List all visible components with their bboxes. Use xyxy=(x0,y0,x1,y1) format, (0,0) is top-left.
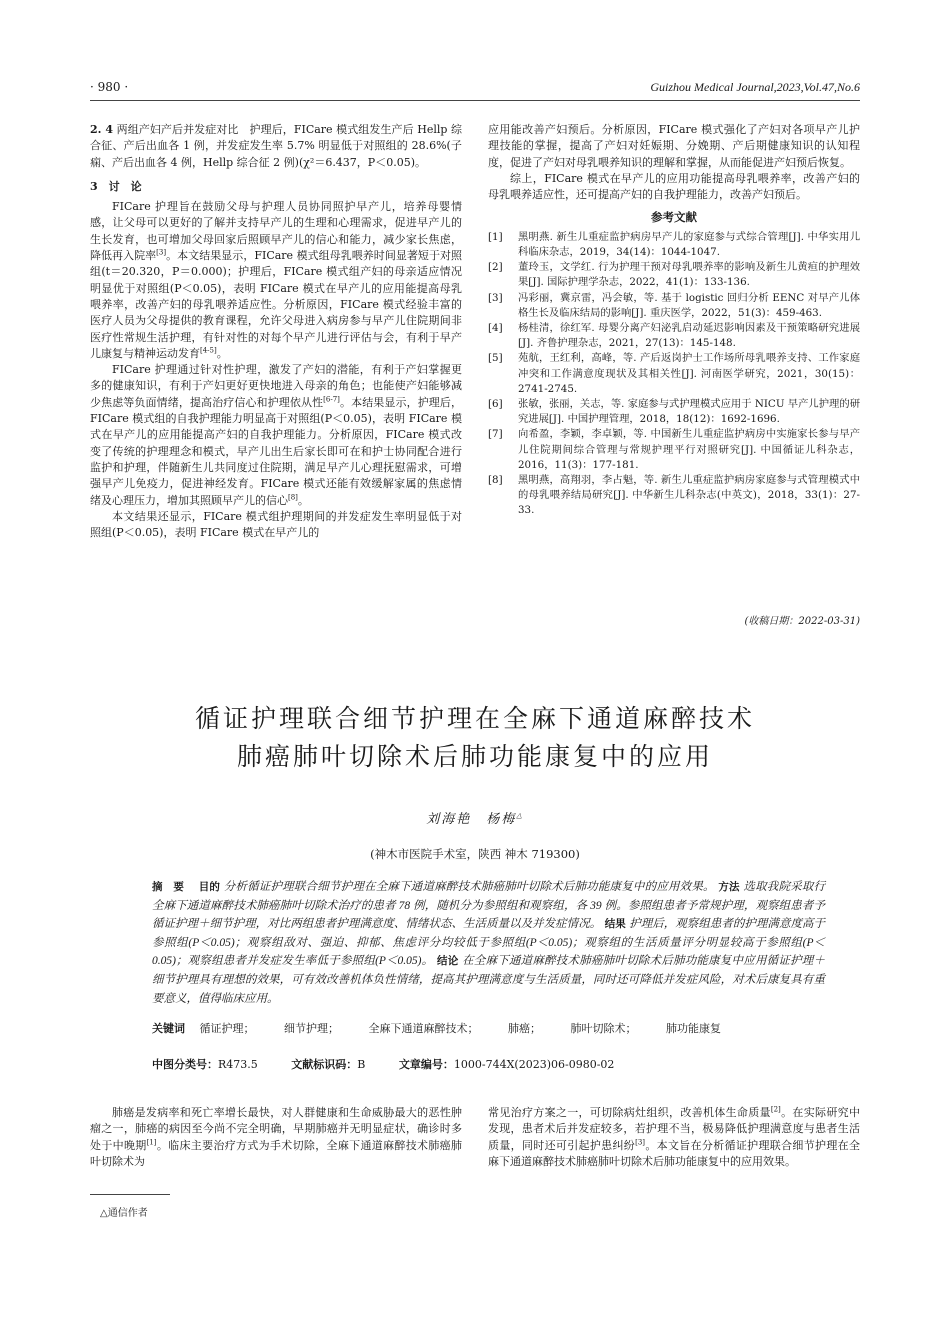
text: FICare 护理通过针对性护理，激发了产妇的潜能，有利于产妇掌握更多的健康知识，有利于产妇更好更快地进入母亲的角色；也能使产妇能够减少焦虑等负面情绪，提高治疗信心和护理依从性 xyxy=(90,363,462,409)
reference-number: [8] xyxy=(488,474,503,487)
article-number xyxy=(399,1056,615,1072)
reference-text: 黑明燕，高翔羽，李占魁，等. 新生儿重症监护病房家庭参与式管理模式中的母乳喂养结局研究[J]. 中华新生儿科杂志(中英文)，2018，33(1)：27-33. xyxy=(518,474,860,517)
keyword: 细节护理； xyxy=(284,1022,339,1035)
abstract xyxy=(152,878,825,1008)
keyword: 肺叶切除术； xyxy=(570,1022,637,1035)
methods-label: 方法 xyxy=(718,881,740,893)
value: 1000-744X(2023)06-0980-02 xyxy=(453,1058,615,1071)
text: 。本文结果显示，FICare 模式组母乳喂养时间显著短于对照组(t＝20.320，P＝0.000)；护理后，FICare 模式组产妇的母亲适应情况明显优于对照组(P＜0.05)，表明 FICare 模式在早产儿的应用能提高母乳喂养率，改善产妇的母乳喂养适应性。分析原因，FICare 模式经验丰富的医疗人员为父母提供的教育课程，允许父母进入病房参与早产儿住院期间非医疗性常规生活护理，有针对性的对每个早产儿进行评估与会，有利于早产儿康复与精神运动发育 xyxy=(90,249,462,360)
citation: [1] xyxy=(146,1137,157,1146)
results-label: 结果 xyxy=(604,918,626,931)
citation: [4-5] xyxy=(200,346,217,355)
affiliation: (神木市医院手术室，陕西 神木 719300) xyxy=(370,847,580,861)
reference-text: 杨桂清，徐红军. 母婴分离产妇泌乳启动延迟影响因素及干预策略研究进展[J]. 齐鲁护理杂志，2021，27(13)：145-148. xyxy=(518,322,860,350)
conclusion-text: 在全麻下通道麻醉技术肺癌肺叶切除术后肺功能康复中应用循证护理＋细节护理具有理想的效果，可有效改善机体负性情绪，提高其护理满意度与生活质量，同时还可降低并发症风险，对术后康复具有重要意义，值得临床应用。 xyxy=(152,955,826,1005)
text: FICare 护理旨在鼓励父母与护理人员协同照护早产儿，培养母婴情感，让父母可以更好的了解并支持早产儿的生理和心理需求，促进早产儿的生长发育，也可增加父母回家后照顾早产儿的信心和能力，减少家长焦虑，降低再入院率 xyxy=(90,200,462,263)
intro-paragraph-continued xyxy=(488,1105,860,1170)
author-names: 刘海艳 杨梅 xyxy=(426,811,517,826)
section-text: 两组产妇产后并发症对比 护理后，FICare 模式组发生产后 Hellp 综合征、产后出血各 1 例，并发症发生率 5.7% 明显低于对照组的 28.6%(子痫、产后出血各 4 例，Hellp 综合征 2 例)(χ²＝6.437，P＜0.05)。 xyxy=(90,123,463,169)
label: 文章编号： xyxy=(398,1058,454,1071)
reference-text: 苑航，王红利，高峰，等. 产后返岗护士工作场所母乳喂养支持、工作家庭冲突和工作满意度现状及其相关性[J]. 河南医学研究，2021，30(15)：2741-2745. xyxy=(518,352,860,395)
text: 。在实际研究中发现，患者术后并发症较多，若护理不当，极易降低护理满意度与患者生活质量，同时还可引起护患纠纷 xyxy=(488,1106,861,1152)
reference-item xyxy=(488,291,860,321)
footnote-rule xyxy=(90,1194,170,1195)
label: 中图分类号： xyxy=(152,1058,218,1071)
article-title xyxy=(90,700,860,776)
citation: [6-7] xyxy=(323,395,340,404)
reference-number: [4] xyxy=(488,322,503,334)
value: B xyxy=(357,1058,366,1071)
reference-number: [3] xyxy=(488,291,503,304)
page-number: · 980 · xyxy=(90,80,129,94)
document-code xyxy=(291,1056,365,1072)
intro-paragraph xyxy=(90,1105,462,1170)
objective-text: 分析循证护理联合细节护理在全麻下通道麻醉技术肺癌肺叶切除术后肺功能康复中的应用效果。 xyxy=(223,881,715,893)
reference-text: 向希盈，李颖，李卓颖，等. 中国新生儿重症监护病房中实施家长参与早产儿住院期间综合管理与常规护理平行对照研究[J]. 中国循证儿科杂志，2016，11(3)：177-181. xyxy=(518,428,860,471)
received-date: (收稿日期：2022-03-31) xyxy=(744,616,860,627)
discussion-continued: 应用能改善产妇预后。分析原因，FICare 模式强化了产妇对各项早产儿护理技能的掌握，提高了产妇对妊娠期、分娩期、产后期健康知识的认知程度，促进了产妇对母乳喂养知识的理解和掌握，从而能促进产妇预后恢复。 xyxy=(488,123,860,169)
reference-item xyxy=(488,397,860,427)
keywords xyxy=(152,1020,825,1036)
citation: [8] xyxy=(288,492,298,501)
authors xyxy=(90,808,860,827)
label: 文献标识码： xyxy=(291,1058,358,1071)
methods-text: 选取我院采取行全麻下通道麻醉技术肺癌肺叶切除术治疗的患者 78 例，随机分为参照组和观察组，各 39 例。参照组患者予常规护理，观察组患者予循证护理＋细节护理，对比两组患者护理满意度、情绪状态、生活质量以及并发症情况。 xyxy=(152,881,826,931)
text: 肺癌是发病率和死亡率增长最快，对人群健康和生命威胁最大的恶性肿瘤之一，肺癌的病因至今尚不完全明确，早期肺癌并无明显症状，确诊时多处于中晚期 xyxy=(90,1106,462,1152)
keyword: 肺癌； xyxy=(508,1022,541,1035)
reference-item xyxy=(488,230,860,260)
upper-left-column xyxy=(90,122,462,541)
citation: [3] xyxy=(156,248,167,257)
intro-right-column xyxy=(488,1105,860,1170)
section-2-4 xyxy=(90,122,462,171)
abstract-label: 摘 要 xyxy=(152,881,185,893)
references-title: 参考文献 xyxy=(651,210,697,225)
title-line-2: 肺癌肺叶切除术后肺功能康复中的应用 xyxy=(236,742,713,771)
conclusion-paragraph: 综上，FICare 模式在早产儿的应用功能提高母乳喂养率，改善产妇的母乳喂养适应性，还可提高产妇的自我护理能力，改善产妇预后。 xyxy=(488,171,860,202)
text: 常见治疗方案之一，可切除病灶组织，改善机体生命质量 xyxy=(488,1106,771,1119)
text: 。 xyxy=(216,346,228,360)
reference-number: [1] xyxy=(488,230,503,243)
reference-item xyxy=(488,351,860,397)
reference-item xyxy=(488,473,860,519)
discussion-paragraph-3: 本文结果还显示，FICare 模式组护理期间的并发症发生率明显低于对照组(P＜0.05)，表明 FICare 模式在早产儿的 xyxy=(90,509,462,540)
running-head xyxy=(90,80,860,101)
results-text: 护理后，观察组患者的护理满意度高于参照组(P＜0.05)；观察组敌对、强迫、抑郁、焦虑评分均较低于参照组(P＜0.05)；观察组的生活质量评分明显较高于参照组(P＜0.05)；观察组患者并发症发生率低于参照组(P＜0.05)。 xyxy=(152,918,826,968)
reference-item xyxy=(488,260,860,290)
reference-number: [7] xyxy=(488,428,503,441)
citation: [3] xyxy=(635,1137,646,1146)
objective-label: 目的 xyxy=(198,881,221,893)
reference-number: [6] xyxy=(488,398,503,411)
reference-number: [5] xyxy=(488,352,503,365)
keyword: 全麻下通道麻醉技术； xyxy=(368,1022,479,1035)
reference-number: [2] xyxy=(488,261,503,274)
text: 。本文旨在分析循证护理联合细节护理在全麻下通道麻醉技术肺癌肺叶切除术后肺功能康复中的应用效果。 xyxy=(488,1138,860,1168)
reference-item xyxy=(488,427,860,473)
reference-item xyxy=(488,321,860,351)
clc-number xyxy=(152,1056,258,1072)
upper-right-column xyxy=(488,122,860,519)
title-line-1: 循证护理联合细节护理在全麻下通道麻醉技术 xyxy=(194,704,755,733)
keyword: 肺功能康复 xyxy=(666,1022,721,1035)
intro-left-column xyxy=(90,1105,462,1170)
text: 。 xyxy=(297,493,309,507)
reference-text: 黑明燕. 新生儿重症监护病房早产儿的家庭参与式综合管理[J]. 中华实用儿科临床杂志，2019，34(14)：1044-1047. xyxy=(518,230,860,258)
section-label: 2. 4 xyxy=(90,123,114,136)
text: 。本结果显示，护理后，FICare 模式组的自我护理能力明显高于对照组(P＜0.05)，表明 FICare 模式在早产儿的应用能提高产妇的自我护理能力。分析原因，FICare 模式改变了传统的护理理念和模式，早产儿出生后家长即可在和护士协同配合进行监护和护理，伴随新生儿共同度过住院期，满足早产儿心理抚慰需求，可增强早产儿免疫力，促进神经发育。FICare 模式还能有效缓解家属的焦虑情绪及心理压力，增加其照顾早产儿的信心 xyxy=(90,395,463,507)
discussion-paragraph-1 xyxy=(90,199,462,362)
text: 。临床主要治疗方式为手术切除，全麻下通道麻醉技术肺癌肺叶切除术为 xyxy=(90,1138,463,1168)
reference-list xyxy=(488,230,860,519)
keyword: 循证护理； xyxy=(199,1022,255,1035)
value: R473.5 xyxy=(218,1058,258,1071)
reference-text: 张敏，张丽，关志，等. 家庭参与式护理模式应用于 NICU 早产儿护理的研究进展[J]. 中国护理管理，2018，18(12)：1692-1696. xyxy=(518,398,860,426)
corresponding-mark: △ xyxy=(516,811,524,820)
footnote: △通信作者 xyxy=(100,1208,148,1219)
keywords-label: 关键词 xyxy=(152,1022,185,1035)
reference-text: 董玲玉，文学红. 行为护理干预对母乳喂养率的影响及新生儿黄疸的护理效果[J]. 国际护理学杂志，2022，41(1)：133-136. xyxy=(518,261,860,289)
reference-text: 冯彩丽，冀京雷，冯会敏，等. 基于 logistic 回归分析 EENC 对早产儿体格生长及临床结局的影响[J]. 重庆医学，2022，51(3)：459-463. xyxy=(518,291,860,319)
classification-line xyxy=(152,1056,825,1072)
journal-citation: Guizhou Medical Journal,2023,Vol.47,No.6 xyxy=(650,80,860,94)
citation: [2] xyxy=(770,1105,781,1114)
conclusion-label: 结论 xyxy=(437,955,459,968)
section-3-heading: 3 讨 论 xyxy=(90,179,142,193)
discussion-paragraph-2 xyxy=(90,362,462,509)
